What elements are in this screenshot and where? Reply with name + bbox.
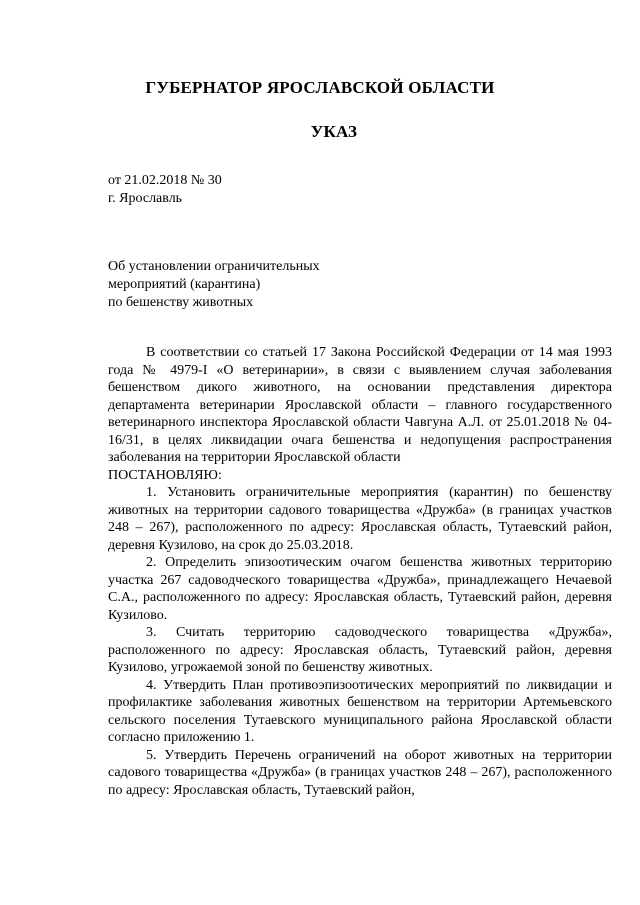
decree-item-3: 3. Считать территорию садоводческого товарищества «Дружба», расположенного по адресу: Ярославская область, Тутаевский район, деревня Кузилово, угрожаемой зоной по бешенству животных. <box>108 625 612 675</box>
place-of-issue: г. Ярославль <box>108 191 183 206</box>
preamble-paragraph: В соответствии со статьей 17 Закона Российской Федерации от 14 мая 1993 года № 4979-I «О ветеринарии», в связи с выявлением случая заболевания бешенством дикого животного, на основании представления директора департамента ветеринарии Ярославской области – главного государственного ветеринарного инспектора Ярославской области Чавгуна А.Л. от 25.01.2018 № 04-16/31, в целях ликвидации очага бешенства и недопущения распространения заболевания на территории Ярославской области <box>108 345 612 465</box>
decree-item-1: 1. Установить ограничительные мероприятия (карантин) по бешенству животных на территории садового товарищества «Дружба» (в границах участков 248 – 267), расположенного по адресу: Ярославская область, Тутаевский район, деревня Кузилово, на срок до 25.03.2018. <box>108 485 612 553</box>
date-and-number: от 21.02.2018 № 30 <box>108 173 222 188</box>
subject-line: по бешенству животных <box>108 295 254 310</box>
subject-line: Об установлении ограничительных <box>108 259 320 274</box>
document-subject <box>108 258 320 312</box>
decree-item-5: 5. Утвердить Перечень ограничений на оборот животных на территории садового товарищества «Дружба» (в границах участков 248 – 267), расположенного по адресу: Ярославская область, Тутаевский район, <box>108 747 612 798</box>
subject-line: мероприятий (карантина) <box>108 277 261 292</box>
decree-item-4: 4. Утвердить План противоэпизоотических мероприятий по ликвидации и профилактике заболевания животных бешенством на территории Артемьевского сельского поселения Тутаевского муниципального района Ярославской области согласно приложению 1. <box>108 677 612 745</box>
document-meta <box>108 172 222 208</box>
issuing-authority-title: ГУБЕРНАТОР ЯРОСЛАВСКОЙ ОБЛАСТИ <box>145 78 495 97</box>
resolve-heading: ПОСТАНОВЛЯЮ: <box>108 467 222 483</box>
document-type-title: УКАЗ <box>310 122 358 141</box>
document-body <box>108 344 612 799</box>
decree-item-2: 2. Определить эпизоотическим очагом бешенства животных территорию участка 267 садоводческого товарищества «Дружба», принадлежащего Нечаевой С.А., расположенного по адресу: Ярославская область, Тутаевский район, деревня Кузилово. <box>108 555 612 623</box>
